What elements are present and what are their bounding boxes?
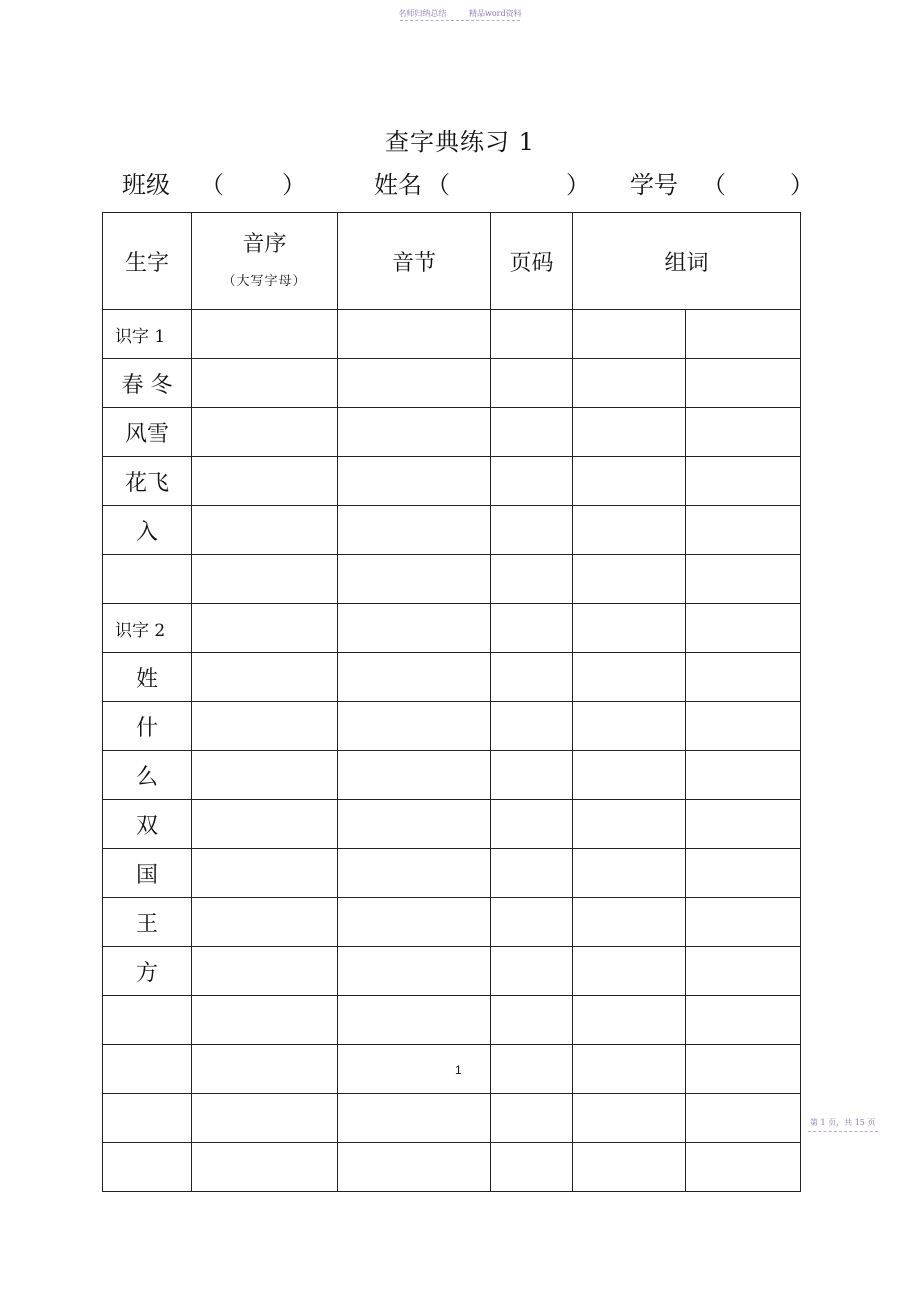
pinyin-cell[interactable]: [338, 653, 491, 702]
header-words: 组词: [573, 213, 801, 310]
table-row: [103, 702, 801, 751]
char-cell: [103, 555, 192, 604]
word-cell-2[interactable]: [686, 849, 801, 898]
table-header-row: [103, 213, 801, 310]
page-cell[interactable]: [491, 310, 573, 359]
class-close-paren: ）: [282, 171, 306, 199]
word-cell-1[interactable]: [573, 702, 686, 751]
order-cell[interactable]: [192, 1045, 338, 1094]
header-divider: [400, 20, 520, 21]
pinyin-cell[interactable]: [338, 849, 491, 898]
word-cell-2[interactable]: [686, 947, 801, 996]
word-cell-2[interactable]: [686, 751, 801, 800]
table-row: [103, 996, 801, 1045]
order-cell[interactable]: [192, 702, 338, 751]
header-char: 生字: [103, 213, 192, 310]
page-cell[interactable]: [491, 1045, 573, 1094]
page-cell[interactable]: [491, 653, 573, 702]
order-cell[interactable]: [192, 800, 338, 849]
word-cell-2[interactable]: [686, 408, 801, 457]
name-label: 姓名: [374, 171, 422, 199]
char-cell: 姓: [103, 653, 192, 702]
word-cell-2[interactable]: [686, 604, 801, 653]
order-cell[interactable]: [192, 408, 338, 457]
table-row: [103, 800, 801, 849]
page-cell[interactable]: [491, 751, 573, 800]
word-cell-2[interactable]: [686, 506, 801, 555]
pinyin-cell[interactable]: [338, 898, 491, 947]
page-number: 1: [455, 1063, 462, 1077]
word-cell-1[interactable]: [573, 1094, 686, 1143]
order-cell[interactable]: [192, 898, 338, 947]
order-cell[interactable]: [192, 310, 338, 359]
footer-page-info: 第 1 页，共 15 页: [810, 1118, 876, 1127]
char-cell: 风雪: [103, 408, 192, 457]
word-cell-1[interactable]: [573, 408, 686, 457]
table-row: [103, 1143, 801, 1192]
word-cell-1[interactable]: [573, 1143, 686, 1192]
char-cell: [103, 996, 192, 1045]
header-page: 页码: [491, 213, 573, 310]
page-title: 查字典练习 1: [385, 128, 535, 156]
char-cell: 方: [103, 947, 192, 996]
header-note: [0, 8, 920, 19]
pinyin-cell[interactable]: [338, 604, 491, 653]
header-order-sub: （大写字母）: [222, 274, 307, 289]
word-cell-1[interactable]: [573, 359, 686, 408]
word-cell-1[interactable]: [573, 310, 686, 359]
word-cell-2[interactable]: [686, 653, 801, 702]
word-cell-1[interactable]: [573, 604, 686, 653]
page-cell[interactable]: [491, 947, 573, 996]
table-row: [103, 1094, 801, 1143]
table-row: [103, 653, 801, 702]
page-cell[interactable]: [491, 604, 573, 653]
word-cell-2[interactable]: [686, 702, 801, 751]
id-open-paren: （: [702, 171, 726, 199]
table-row: [103, 555, 801, 604]
char-cell: [103, 1045, 192, 1094]
char-cell: 么: [103, 751, 192, 800]
word-cell-1[interactable]: [573, 947, 686, 996]
id-close-paren: ）: [790, 171, 814, 199]
table-row: [103, 751, 801, 800]
order-cell[interactable]: [192, 751, 338, 800]
name-close-paren: ）: [566, 171, 590, 199]
page-cell[interactable]: [491, 800, 573, 849]
word-cell-1[interactable]: [573, 849, 686, 898]
word-cell-1[interactable]: [573, 457, 686, 506]
order-cell[interactable]: [192, 506, 338, 555]
pinyin-cell[interactable]: [338, 751, 491, 800]
word-cell-2[interactable]: [686, 996, 801, 1045]
word-cell-1[interactable]: [573, 996, 686, 1045]
pinyin-cell[interactable]: [338, 359, 491, 408]
char-cell: 双: [103, 800, 192, 849]
page-cell[interactable]: [491, 506, 573, 555]
page-cell[interactable]: [491, 408, 573, 457]
pinyin-cell[interactable]: [338, 1045, 491, 1094]
page-cell[interactable]: [491, 996, 573, 1045]
char-cell: [103, 1094, 192, 1143]
word-cell-1[interactable]: [573, 653, 686, 702]
table-row: [103, 359, 801, 408]
char-cell: 入: [103, 506, 192, 555]
student-info-row: [0, 165, 920, 199]
word-cell-1[interactable]: [573, 898, 686, 947]
word-cell-2[interactable]: [686, 898, 801, 947]
word-cell-2[interactable]: [686, 1094, 801, 1143]
page-cell[interactable]: [491, 898, 573, 947]
order-cell[interactable]: [192, 457, 338, 506]
id-label: 学号: [630, 171, 678, 199]
pinyin-cell[interactable]: [338, 408, 491, 457]
pinyin-cell[interactable]: [338, 310, 491, 359]
pinyin-cell[interactable]: [338, 800, 491, 849]
pinyin-cell[interactable]: [338, 555, 491, 604]
pinyin-cell[interactable]: [338, 1143, 491, 1192]
order-cell[interactable]: [192, 947, 338, 996]
word-cell-2[interactable]: [686, 800, 801, 849]
order-cell[interactable]: [192, 359, 338, 408]
footer-divider: [808, 1131, 878, 1132]
word-cell-1[interactable]: [573, 555, 686, 604]
word-cell-2[interactable]: [686, 310, 801, 359]
order-cell[interactable]: [192, 1143, 338, 1192]
page-cell[interactable]: [491, 1143, 573, 1192]
page-cell[interactable]: [491, 849, 573, 898]
table-row: [103, 898, 801, 947]
class-open-paren: （: [200, 171, 224, 199]
table-row: [103, 506, 801, 555]
char-cell: 春 冬: [103, 359, 192, 408]
table-row: [103, 947, 801, 996]
table-row: [103, 849, 801, 898]
order-cell[interactable]: [192, 653, 338, 702]
page-cell[interactable]: [491, 555, 573, 604]
order-cell[interactable]: [192, 996, 338, 1045]
char-cell: 王: [103, 898, 192, 947]
class-label: 班级: [122, 171, 170, 199]
order-cell[interactable]: [192, 849, 338, 898]
word-cell-1[interactable]: [573, 751, 686, 800]
pinyin-cell[interactable]: [338, 947, 491, 996]
word-cell-2[interactable]: [686, 359, 801, 408]
table-row: [103, 310, 801, 359]
pinyin-cell[interactable]: [338, 996, 491, 1045]
word-cell-2[interactable]: [686, 1143, 801, 1192]
name-open-paren: （: [426, 171, 450, 199]
page-cell[interactable]: [491, 702, 573, 751]
table-row: [103, 408, 801, 457]
order-cell[interactable]: [192, 555, 338, 604]
word-cell-1[interactable]: [573, 1045, 686, 1094]
word-cell-2[interactable]: [686, 1045, 801, 1094]
word-cell-1[interactable]: [573, 800, 686, 849]
table-row: [103, 604, 801, 653]
header-pinyin: 音节: [338, 213, 491, 310]
order-cell[interactable]: [192, 604, 338, 653]
page-cell[interactable]: [491, 457, 573, 506]
table-row: [103, 1045, 801, 1094]
char-cell: [103, 1143, 192, 1192]
dictionary-practice-table: [102, 212, 801, 1192]
header-note-right: 精品word资料: [468, 9, 522, 18]
char-cell: 什: [103, 702, 192, 751]
char-cell: 花飞: [103, 457, 192, 506]
order-cell[interactable]: [192, 1094, 338, 1143]
pinyin-cell[interactable]: [338, 457, 491, 506]
word-cell-1[interactable]: [573, 506, 686, 555]
char-cell: 识字 2: [103, 604, 192, 653]
table-row: [103, 457, 801, 506]
char-cell: 识字 1: [103, 310, 192, 359]
header-note-left: 名师归纳总结: [398, 9, 447, 18]
page-cell[interactable]: [491, 1094, 573, 1143]
pinyin-cell[interactable]: [338, 702, 491, 751]
word-cell-2[interactable]: [686, 457, 801, 506]
header-order-label: 音序: [242, 232, 287, 257]
page-cell[interactable]: [491, 359, 573, 408]
pinyin-cell[interactable]: [338, 1094, 491, 1143]
char-cell: 国: [103, 849, 192, 898]
header-order: [192, 213, 338, 310]
word-cell-2[interactable]: [686, 555, 801, 604]
pinyin-cell[interactable]: [338, 506, 491, 555]
